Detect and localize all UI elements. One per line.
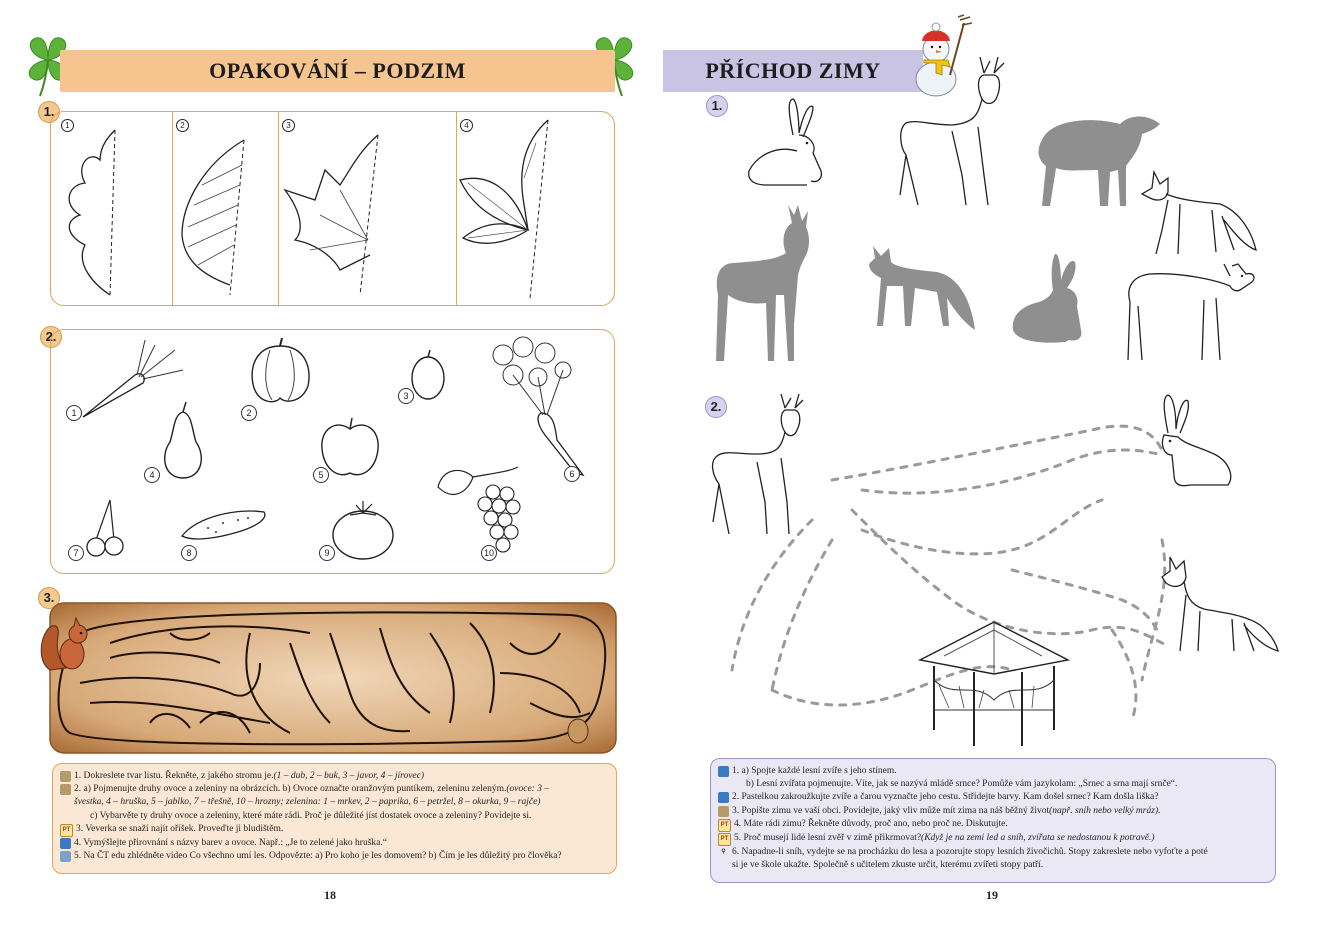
left-page: [0, 0, 662, 939]
puzzle-icon: [718, 766, 729, 777]
right-exercise-1-number: 1.: [706, 95, 728, 117]
cherries-drawing: [84, 498, 124, 558]
magnifier-icon: ⚲: [721, 848, 726, 855]
produce-number-1: 1: [66, 405, 82, 421]
left-instruction-1: 1. Dokreslete tvar listu. Řekněte, z jakého stromu je. (1 – dub, 2 – buk, 3 – javor, 4 – jírovec): [60, 770, 612, 783]
right-instruction-4: PT 4. Máte rádi zimu? Řekněte důvody, proč ano, nebo proč ne. Diskutujte.: [718, 818, 1270, 832]
plum-drawing: [408, 348, 448, 403]
owl-icon: [60, 771, 71, 782]
right-instruction-5: PT 5. Proč musejí lidé lesní zvěř v zimě přikrmovat? (Když je na zemi led a sníh, zvířata se nedostanou k potravě.): [718, 832, 1270, 846]
hare-shadow[interactable]: [1005, 250, 1085, 345]
right-instruction-6-cont: si je ve škole ukažte. Společně s učitelem zkuste určit, kterému zvířeti stopy patří.: [732, 860, 1044, 871]
exercise-3-number: 3.: [38, 587, 60, 609]
produce-number-4: 4: [144, 467, 160, 483]
exercise-1-number: 1.: [38, 101, 60, 123]
puzzle-icon: [718, 792, 729, 803]
leaf-number-4: 4: [460, 119, 473, 132]
produce-number-8: 8: [181, 545, 197, 561]
produce-number-9: 9: [319, 545, 335, 561]
fawn-drawing[interactable]: [1120, 262, 1260, 364]
produce-number-6: 6: [564, 466, 580, 482]
left-instruction-3: PT 3. Veverka se snaží najít oříšek. Proveďte ji bludištěm.: [60, 823, 612, 837]
right-instruction-2: 2. Pastelkou zakroužkujte zvíře a čarou vyznačte jeho cestu. Střídejte barvy. Kam došel srnec? Kam došla liška?: [718, 791, 1270, 804]
hare-drawing[interactable]: [737, 95, 832, 190]
owl-icon: [718, 806, 729, 817]
oak-leaf-half: [55, 125, 170, 303]
right-exercise-2-number: 2.: [705, 396, 727, 418]
feeder-drawing[interactable]: [914, 620, 1074, 750]
exercise-2-number: 2.: [40, 326, 62, 348]
fox-drawing[interactable]: [1140, 170, 1260, 260]
produce-number-2: 2: [241, 405, 257, 421]
produce-number-3: 3: [398, 388, 414, 404]
produce-number-7: 7: [68, 545, 84, 561]
maple-leaf-half: [280, 130, 455, 300]
left-instruction-2a-cont: švestka, 4 – hruška, 5 – jablko, 7 – třešně, 10 – hrozny; zelenina: 1 – mrkev, 2 – paprika, 6 – petržel, 8 – okurka, 9 – rajče): [74, 797, 541, 808]
hare-drawing-2[interactable]: [1150, 393, 1235, 491]
left-title-banner: [60, 50, 615, 92]
right-instructions: [718, 765, 1270, 872]
owl-icon: [60, 784, 71, 795]
left-instruction-2c: c) Vybarvěte ty druhy ovoce a zeleniny, které máte rádi. Proč je důležité jíst dostatek ovoce a zeleniny? Povídejte si.: [90, 810, 532, 821]
roe-buck-drawing-2[interactable]: [707, 392, 822, 540]
squirrel-icon: [38, 612, 93, 674]
roe-buck-shadow[interactable]: [710, 205, 835, 363]
produce-number-10: 10: [481, 545, 497, 561]
left-instructions: [60, 770, 612, 863]
left-instruction-2a: 2. a) Pojmenujte druhy ovoce a zeleniny na obrázcích. b) Ovoce označte oranžovým puntíkem, zeleninu zeleným. (ovoce: 3 –: [60, 783, 612, 796]
fox-shadow[interactable]: [867, 242, 977, 332]
pt-icon: PT: [718, 833, 731, 846]
grapes-drawing: [433, 462, 533, 557]
left-instruction-5: 5. Na ČT edu zhlédněte video Co všechno umí les. Odpovězte: a) Pro koho je les domovem? b) Čím je les důležitý pro člověka?: [60, 850, 612, 863]
right-instruction-6: ⚲ 6. Napadne-li sníh, vydejte se na procházku do lesa a pozorujte stopy lesních živočichů. Stopy zakreslete nebo vyfoťte a poté: [718, 846, 1270, 859]
right-page: [662, 0, 1325, 939]
right-instruction-1b: b) Lesní zvířata pojmenujte. Víte, jak se nazývá mládě srnce? Pomůže vám jazykolam: „Srnec a srna mají srnče“.: [746, 779, 1178, 790]
pepper-drawing: [246, 338, 314, 408]
tomato-drawing: [330, 497, 396, 563]
leaf-number-2: 2: [176, 119, 189, 132]
beech-leaf-half: [172, 135, 277, 300]
produce-number-5: 5: [313, 467, 329, 483]
cucumber-drawing: [178, 506, 270, 542]
tv-icon: [60, 851, 71, 862]
maze[interactable]: [50, 603, 616, 753]
right-page-number: 19: [986, 888, 998, 902]
pt-icon: PT: [60, 824, 73, 837]
pt-icon: PT: [718, 819, 731, 832]
parsley-root-drawing: [483, 335, 593, 480]
left-instruction-4: 4. Vymýšlejte přirovnání s názvy barev a ovoce. Např.: „Je to zelené jako hruška.“: [60, 837, 612, 850]
right-instruction-1a: 1. a) Spojte každé lesní zvíře s jeho stínem.: [718, 765, 1270, 778]
left-page-title: OPAKOVÁNÍ – PODZIM: [209, 58, 466, 83]
roe-buck-drawing[interactable]: [892, 55, 1037, 215]
puzzle-icon: [60, 838, 71, 849]
right-title-banner: [663, 50, 923, 92]
left-page-number: 18: [324, 888, 336, 902]
pear-drawing: [156, 400, 211, 482]
leaf-number-3: 3: [282, 119, 295, 132]
leaf-number-1: 1: [61, 119, 74, 132]
right-instruction-3: 3. Popište zimu ve vaší obci. Povídejte, jaký vliv může mít zima na náš běžný život (např. sníh nebo velký mráz).: [718, 805, 1270, 818]
right-page-title: PŘÍCHOD ZIMY: [705, 58, 881, 83]
fox-drawing-2[interactable]: [1160, 555, 1280, 655]
chestnut-leaf-half: [458, 118, 608, 303]
